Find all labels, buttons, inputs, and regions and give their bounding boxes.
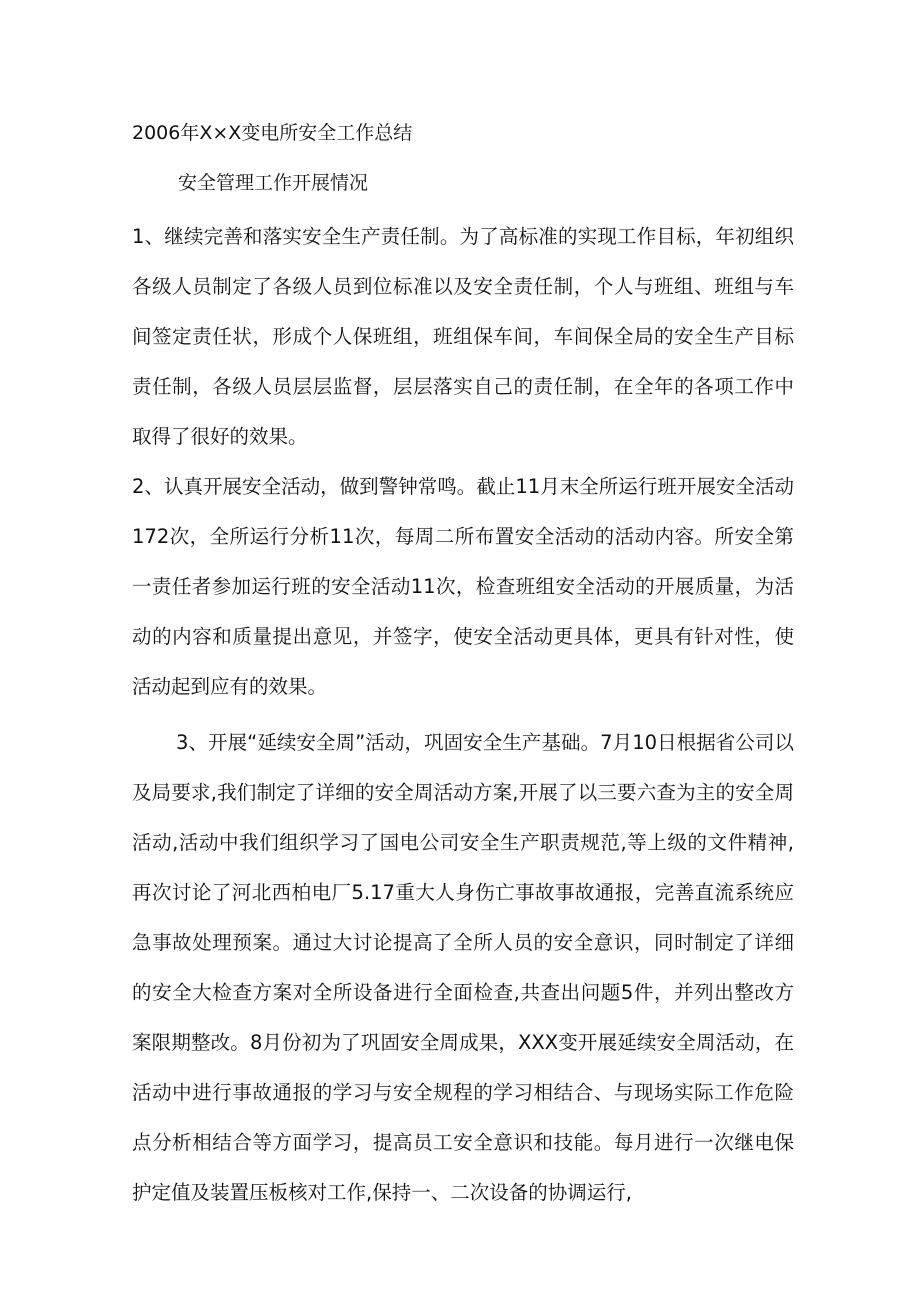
section-heading: 安全管理工作开展情况	[178, 172, 369, 194]
paragraph-3: 3、开展“延续安全周”活动，巩固安全生产基础。7月10日根据省公司以及局要求,我们制定了详细的安全周活动方案,开展了以三要六查为主的安全周活动,活动中我们组织学习了国电公司安全生产职责规范,等上级的文件精神,再次讨论了河北西柏电厂5.17重大人身伤亡事故事故通报，完善直流系统应急事故处理预案。通过大讨论提高了全所人员的安全意识，同时制定了详细的安全大检查方案对全所设备进行全面检查,共查出问题5件，并列出整改方案限期整改。8月份初为了巩固安全周成果，XXX变开展延续安全周活动，在活动中进行事故通报的学习与安全规程的学习相结合、与现场实际工作危险点分析相结合等方面学习，提高员工安全意识和技能。每月进行一次继电保护定值及装置压板核对工作,保持一、二次设备的协调运行,	[132, 731, 794, 1204]
document-title: 2006年X×X变电所安全工作总结	[132, 122, 413, 144]
paragraph-1: 1、继续完善和落实安全生产责任制。为了高标准的实现工作目标，年初组织各级人员制定了各级人员到位标准以及安全责任制，个人与班组、班组与车间签定责任状，形成个人保班组，班组保车间，车间保全局的安全生产目标责任制，各级人员层层监督，层层落实自己的责任制，在全年的各项工作中取得了很好的效果。	[132, 225, 794, 448]
document-body	[132, 212, 794, 1218]
paragraph-2: 2、认真开展安全活动，做到警钟常鸣。截止11月末全所运行班开展安全活动172次，全所运行分析11次，每周二所布置安全活动的活动内容。所安全第一责任者参加运行班的安全活动11次，检查班组安全活动的开展质量，为活动的内容和质量提出意见，并签字，使安全活动更具体，更具有针对性，使活动起到应有的效果。	[132, 475, 794, 698]
